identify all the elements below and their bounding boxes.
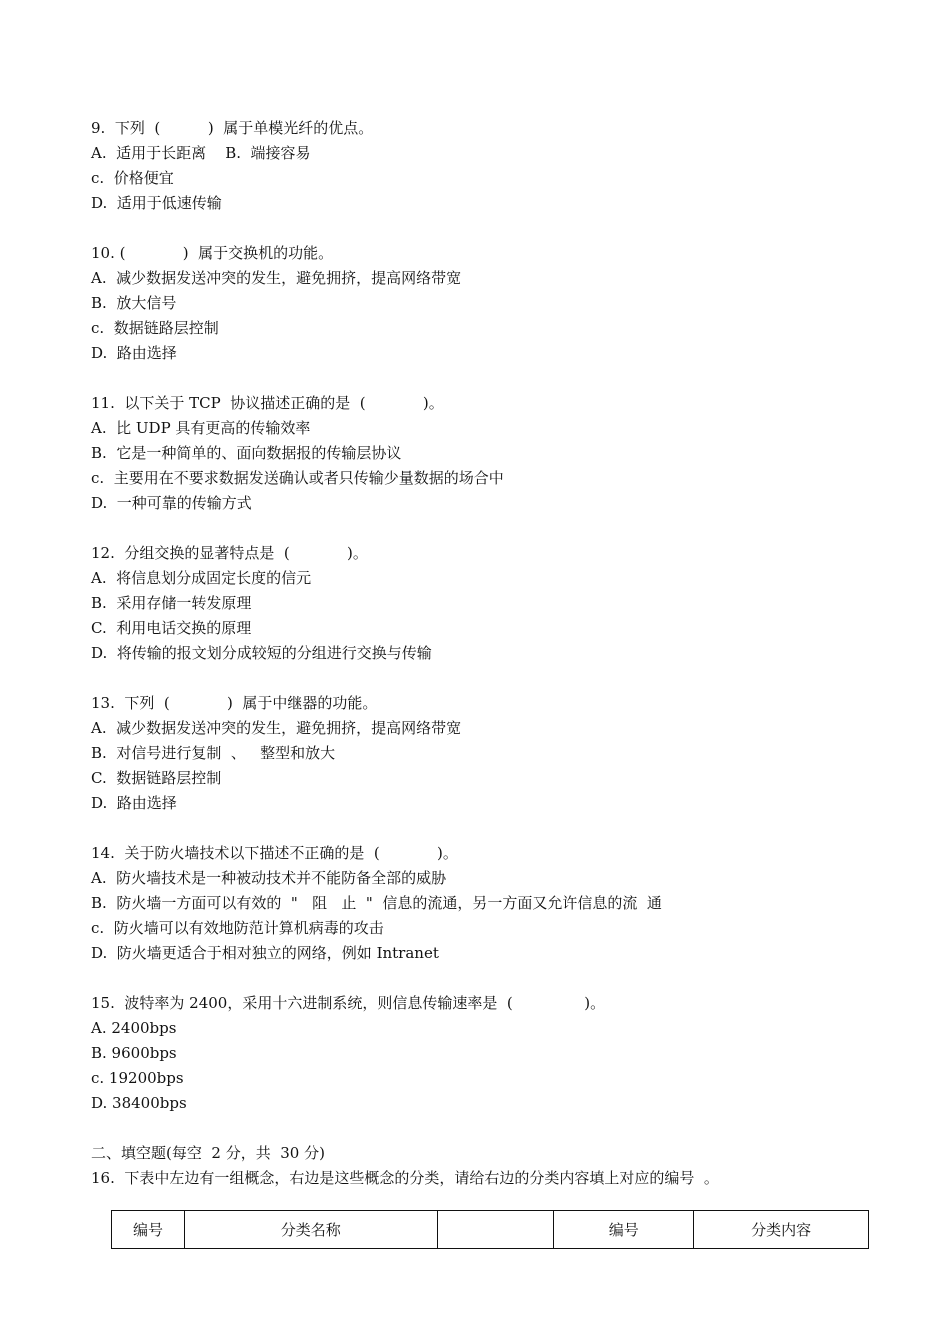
question-stem: 14. 关于防火墙技术以下描述不正确的是 ( )。 bbox=[91, 844, 458, 862]
header-number-right: 编号 bbox=[554, 1211, 694, 1249]
question-list bbox=[91, 116, 891, 1116]
question-stem: 15. 波特率为 2400，采用十六进制系统，则信息传输速率是 ( )。 bbox=[91, 994, 606, 1012]
question-stem: 10. ( ) 属于交换机的功能。 bbox=[91, 244, 334, 262]
answer-option: A. 减少数据发送冲突的发生，避免拥挤，提高网络带宽 bbox=[91, 719, 462, 737]
answer-option: c. 主要用在不要求数据发送确认或者只传输少量数据的场合中 bbox=[91, 469, 504, 487]
answer-option: C. 利用电话交换的原理 bbox=[91, 619, 252, 637]
question-block bbox=[91, 116, 891, 216]
answer-option: A. 减少数据发送冲突的发生，避免拥挤，提高网络带宽 bbox=[91, 269, 462, 287]
answer-option: c. 防火墙可以有效地防范计算机病毒的攻击 bbox=[91, 919, 384, 937]
answer-option: A. 比 UDP 具有更高的传输效率 bbox=[91, 419, 311, 437]
answer-option: c. 19200bps bbox=[91, 1069, 184, 1087]
table-header-row bbox=[112, 1211, 869, 1249]
answer-option: A. 将信息划分成固定长度的信元 bbox=[91, 569, 312, 587]
answer-option: A. 适用于长距离 B. 端接容易 bbox=[91, 144, 311, 162]
answer-option: A. 2400bps bbox=[91, 1019, 177, 1037]
answer-option: C. 数据链路层控制 bbox=[91, 769, 222, 787]
question-block bbox=[91, 841, 891, 966]
question-stem: 13. 下列 ( ) 属于中继器的功能。 bbox=[91, 694, 378, 712]
classification-table bbox=[111, 1210, 869, 1249]
answer-option: A. 防火墙技术是一种被动技术并不能防备全部的威胁 bbox=[91, 869, 447, 887]
answer-option: B. 防火墙一方面可以有效的 " 阻 止 " 信息的流通，另一方面又允许信息的流 通 bbox=[91, 894, 662, 912]
section-title: 二、填空题(每空 2 分，共 30 分) bbox=[91, 1144, 325, 1162]
answer-option: B. 采用存储一转发原理 bbox=[91, 594, 252, 612]
question-block bbox=[91, 241, 891, 366]
answer-option: D. 将传输的报文划分成较短的分组进行交换与传输 bbox=[91, 644, 432, 662]
question-block bbox=[91, 541, 891, 666]
answer-option: D. 38400bps bbox=[91, 1094, 187, 1112]
answer-option: D. 适用于低速传输 bbox=[91, 194, 222, 212]
question-stem: 11. 以下关于 TCP 协议描述正确的是 ( )。 bbox=[91, 394, 444, 412]
answer-option: D. 防火墙更适合于相对独立的网络，例如 Intranet bbox=[91, 944, 439, 962]
question-stem: 9. 下列 ( ) 属于单模光纤的优点。 bbox=[91, 119, 374, 137]
answer-option: D. 一种可靠的传输方式 bbox=[91, 494, 252, 512]
answer-option: D. 路由选择 bbox=[91, 344, 177, 362]
exam-page bbox=[91, 116, 891, 1191]
header-number-left: 编号 bbox=[112, 1211, 185, 1249]
header-category-name: 分类名称 bbox=[184, 1211, 437, 1249]
answer-option: D. 路由选择 bbox=[91, 794, 177, 812]
answer-option: c. 数据链路层控制 bbox=[91, 319, 219, 337]
header-category-content: 分类内容 bbox=[694, 1211, 869, 1249]
answer-option: B. 放大信号 bbox=[91, 294, 177, 312]
question-block bbox=[91, 391, 891, 516]
answer-option: B. 它是一种简单的、面向数据报的传输层协议 bbox=[91, 444, 402, 462]
answer-option: B. 9600bps bbox=[91, 1044, 177, 1062]
header-blank bbox=[437, 1211, 554, 1249]
answer-option: c. 价格便宜 bbox=[91, 169, 174, 187]
question-16-instruction: 16. 下表中左边有一组概念，右边是这些概念的分类，请给右边的分类内容填上对应的编号 。 bbox=[91, 1169, 719, 1187]
question-stem: 12. 分组交换的显著特点是 ( )。 bbox=[91, 544, 368, 562]
answer-option: B. 对信号进行复制 、 整型和放大 bbox=[91, 744, 336, 762]
fill-in-section bbox=[91, 1141, 891, 1191]
question-block bbox=[91, 691, 891, 816]
question-block bbox=[91, 991, 891, 1116]
